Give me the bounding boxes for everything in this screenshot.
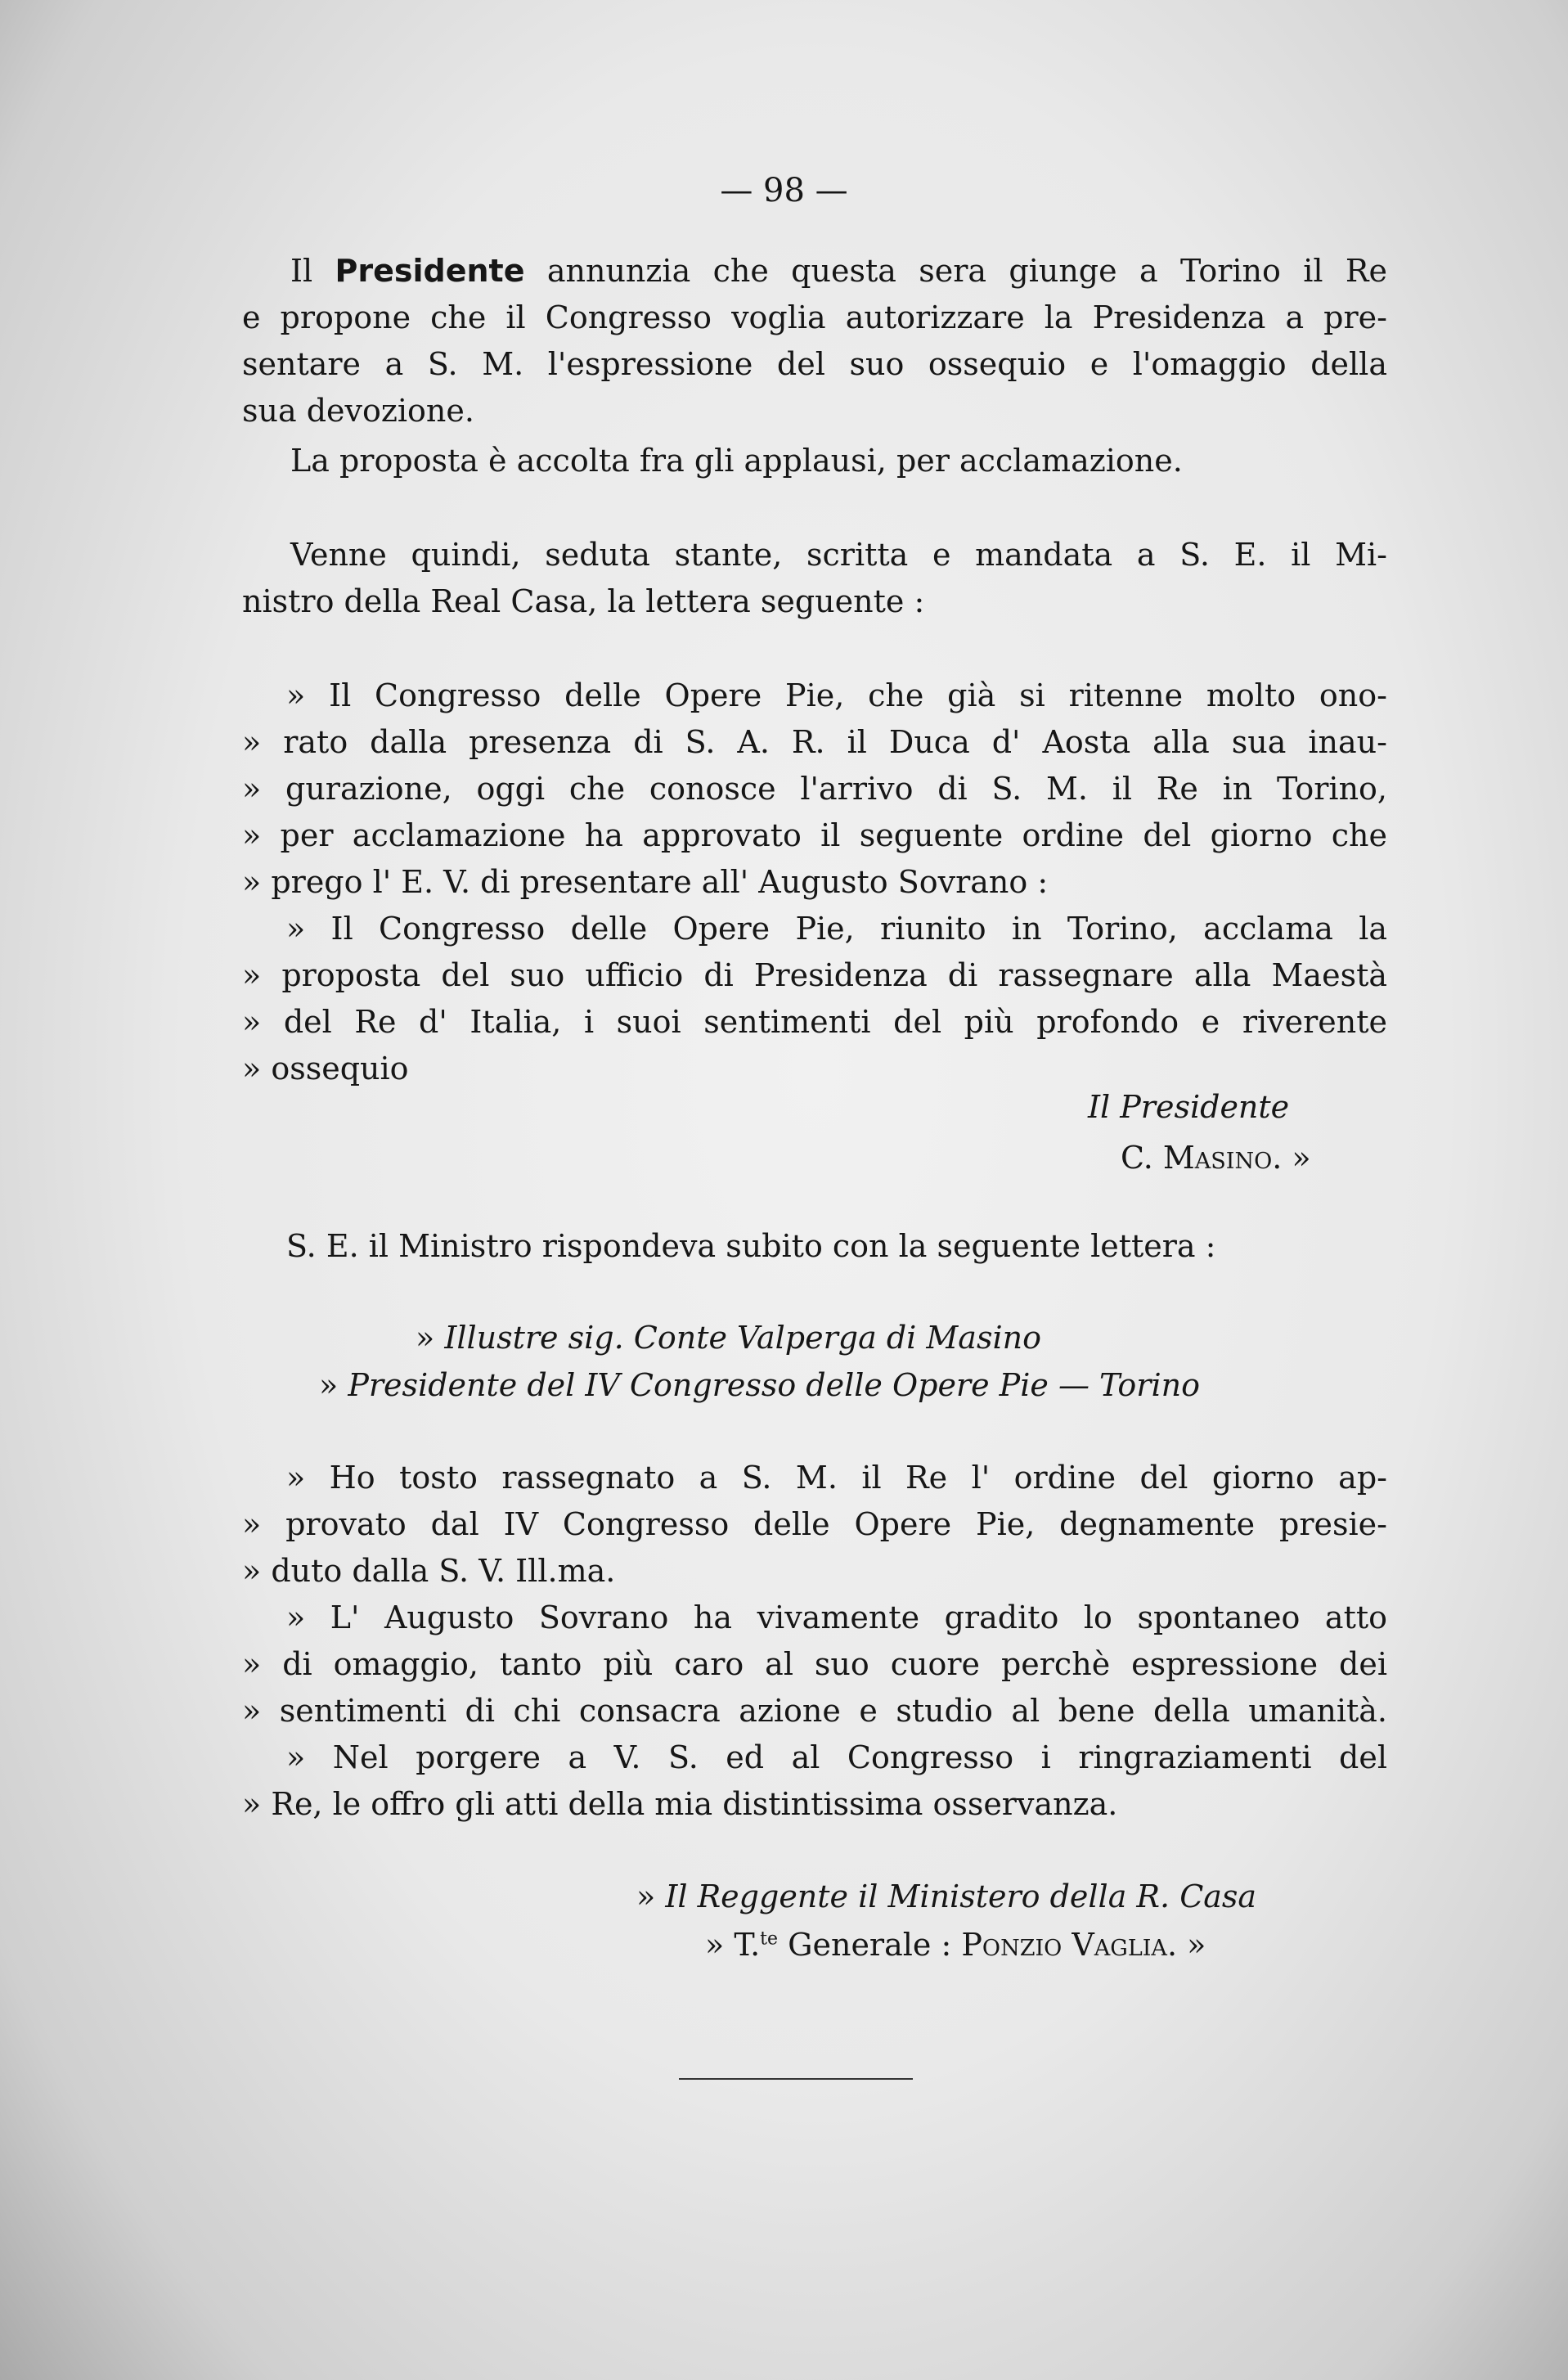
letter-1-line-5: » prego l' E. V. di presentare all' Augusto Sovrano : <box>242 864 1049 900</box>
letter-2-signature-name <box>705 1926 1376 1964</box>
superscript: te <box>760 1928 779 1950</box>
letter-2-line-4: » L' Augusto Sovrano ha vivamente gradito lo spontaneo atto <box>286 1599 1387 1635</box>
letter-1-line-7: » proposta del suo ufficio di Presidenza di rassegnare alla Maestà <box>242 957 1387 993</box>
addressee-title: Presidente del IV Congresso delle Opere Pie — Torino <box>348 1367 1200 1403</box>
paragraph-1-line-3: sentare a S. M. l'espressione del suo ossequio e l'omaggio della <box>242 346 1387 382</box>
letter-2-address-2 <box>319 1366 1464 1404</box>
text: Generale : <box>778 1927 962 1963</box>
signer-name: Ponzio Vaglia <box>961 1927 1167 1963</box>
letter-2-signature-title <box>636 1878 1389 1915</box>
letter-1-line-2: » rato dalla presenza di S. A. R. il Duca d' Aosta alla sua inau- <box>242 724 1387 760</box>
text: annunzia che questa sera giunge a Torino il Re <box>524 253 1387 289</box>
letter-1-signature-title: Il Presidente <box>1088 1089 1290 1125</box>
quote-mark: » <box>319 1367 348 1403</box>
speaker-name: Presidente <box>335 253 525 289</box>
paragraph-2: La proposta è accolta fra gli applausi, per acclamazione. <box>290 443 1183 479</box>
letter-2-line-6: » sentimenti di chi consacra azione e studio al bene della umanità. <box>242 1693 1387 1729</box>
letter-1-line-1: » Il Congresso delle Opere Pie, che già si ritenne molto ono- <box>286 677 1387 713</box>
paragraph-1-line-2: e propone che il Congresso voglia autorizzare la Presidenza a pre- <box>242 299 1387 335</box>
signer-title: Il Reggente il Ministero della R. Casa <box>665 1878 1257 1914</box>
letter-2-line-1: » Ho tosto rassegnato a S. M. il Re l' ordine del giorno ap- <box>286 1460 1387 1496</box>
letter-1-signature-name <box>1121 1139 1399 1177</box>
text: . » <box>1272 1140 1311 1176</box>
quote-mark: » <box>416 1320 445 1356</box>
letter-1-line-4: » per acclamazione ha approvato il seguente ordine del giorno che <box>242 817 1387 853</box>
letter-2-line-2: » provato dal IV Congresso delle Opere Pie, degnamente presie- <box>242 1506 1387 1542</box>
paragraph-1-line-1 <box>290 252 1387 290</box>
addressee: Illustre sig. Conte Valperga di Masino <box>444 1320 1041 1356</box>
text: » T. <box>705 1927 761 1963</box>
letter-1-line-8: » del Re d' Italia, i suoi sentimenti del più profondo e riverente <box>242 1004 1387 1040</box>
page-number: — 98 — <box>720 172 848 209</box>
letter-2-address-1 <box>416 1319 1561 1356</box>
text: . » <box>1166 1927 1206 1963</box>
paragraph-3-line-1: Venne quindi, seduta stante, scritta e mandata a S. E. il Mi- <box>290 537 1387 573</box>
text: Il <box>290 253 335 289</box>
letter-2-line-7: » Nel porgere a V. S. ed al Congresso i ringraziamenti del <box>286 1739 1387 1775</box>
letter-2-line-8: » Re, le offro gli atti della mia distintissima osservanza. <box>242 1786 1118 1822</box>
paragraph-4: S. E. il Ministro rispondeva subito con la seguente lettera : <box>286 1228 1216 1264</box>
signer-name: Masino <box>1162 1140 1273 1176</box>
letter-2-line-5: » di omaggio, tanto più caro al suo cuore perchè espressione dei <box>242 1646 1387 1682</box>
end-rule <box>679 2078 913 2080</box>
letter-1-line-3: » gurazione, oggi che conosce l'arrivo di S. M. il Re in Torino, <box>242 771 1387 807</box>
paragraph-3-line-2: nistro della Real Casa, la lettera seguente : <box>242 583 925 619</box>
letter-1-line-9: » ossequio <box>242 1051 409 1087</box>
letter-2-line-3: » duto dalla S. V. Ill.ma. <box>242 1553 616 1589</box>
letter-1-line-6: » Il Congresso delle Opere Pie, riunito in Torino, acclama la <box>286 911 1387 947</box>
quote-mark: » <box>636 1878 666 1914</box>
text: C. <box>1121 1140 1163 1176</box>
paragraph-1-line-4: sua devozione. <box>242 393 474 429</box>
